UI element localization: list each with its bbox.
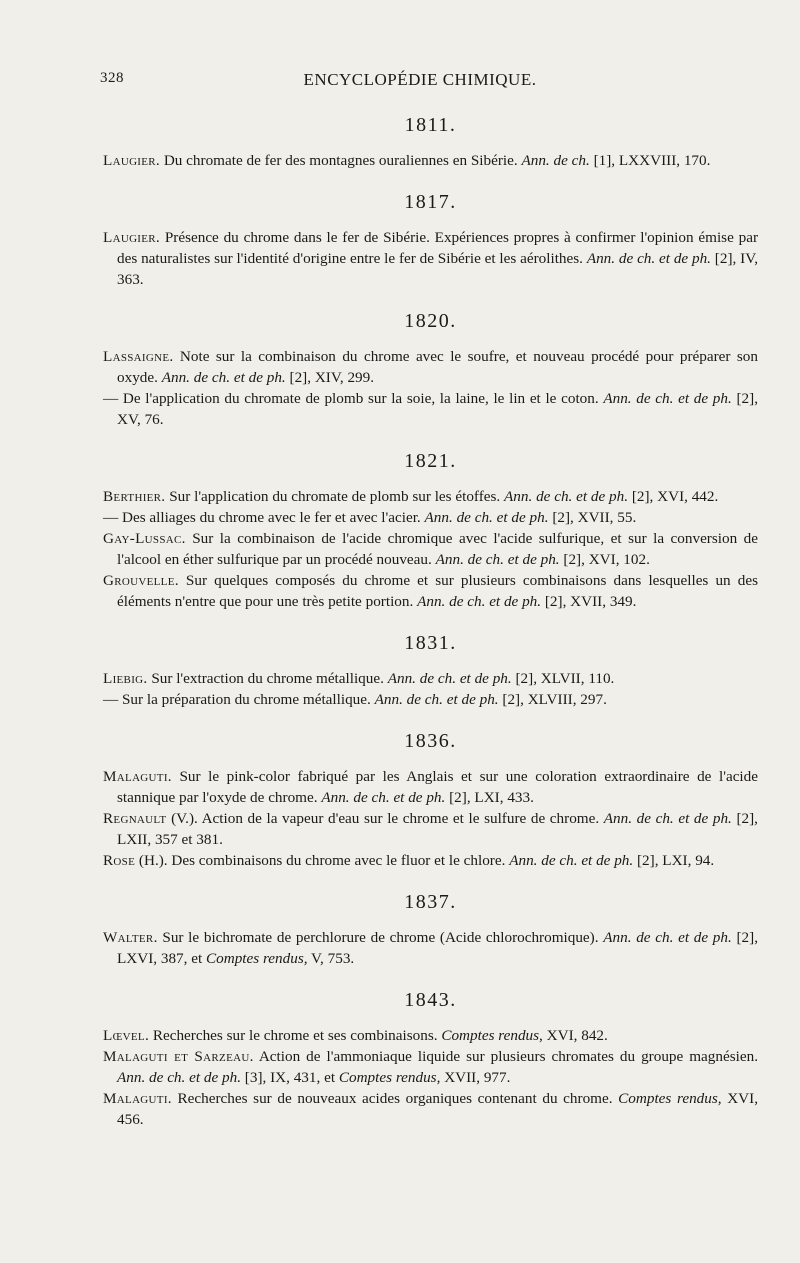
- entry-author: Regnault: [103, 810, 167, 827]
- entry-journal: Ann. de ch. et de ph.: [387, 670, 512, 687]
- year-heading: 1811.: [404, 114, 457, 136]
- bibliography: [103, 112, 758, 1148]
- entry-reference: [2], LXVI, 387, et: [117, 929, 758, 967]
- year-heading: 1843.: [404, 989, 457, 1011]
- bibliography-entry: [103, 528, 758, 570]
- page-number: 328: [100, 70, 124, 86]
- entry-journal: Comptes rendus,: [441, 1027, 543, 1044]
- page-header: [100, 70, 740, 94]
- bibliography-entry: [103, 346, 758, 388]
- entry-title: Recherches sur de nouveaux acides organiques contenant du chrome.: [171, 1090, 619, 1107]
- entry-title: — Des alliages du chrome avec le fer et avec l'acier.: [103, 509, 425, 526]
- entry-reference: XVI, 456.: [117, 1090, 759, 1128]
- entry-title: Sur quelques composés du chrome et sur plusieurs combinaisons dans lesquelles un des éléments n'entre que pour une très petite portion.: [117, 572, 758, 610]
- entry-author: Grouvelle.: [103, 572, 179, 589]
- running-title: ENCYCLOPÉDIE CHIMIQUE.: [303, 70, 537, 89]
- entry-reference: XVII, 977.: [440, 1069, 511, 1086]
- entry-title: Action de l'ammoniaque liquide sur plusieurs chromates du groupe magnésien.: [253, 1048, 758, 1065]
- year-heading: 1821.: [404, 450, 457, 472]
- entry-title: Sur le bichromate de perchlorure de chrome (Acide chlorochromique).: [157, 929, 604, 946]
- year-heading: 1831.: [404, 632, 457, 654]
- entry-journal: Ann. de ch. et de ph.: [417, 593, 542, 610]
- year-section: [103, 728, 758, 871]
- entry-author: Rose: [103, 852, 136, 869]
- entry-title: Recherches sur le chrome et ses combinaisons.: [149, 1027, 442, 1044]
- entry-author: Malaguti.: [103, 1090, 172, 1107]
- entry-journal: Ann. de ch. et de ph.: [603, 929, 732, 946]
- entry-title: Note sur la combinaison du chrome avec le soufre, et nouveau procédé pour préparer son oxyde.: [117, 348, 758, 386]
- entry-author: Laugier.: [103, 229, 161, 246]
- entry-reference: [2], XV, 76.: [117, 390, 758, 428]
- entry-title: — Sur la préparation du chrome métallique.: [103, 691, 375, 708]
- bibliography-entry: [103, 808, 758, 850]
- entry-journal: Ann. de ch. et de ph.: [603, 390, 732, 407]
- entry-title: Présence du chrome dans le fer de Sibérie. Expériences propres à confirmer l'opinion émise par des naturalistes sur l'identité d'origine entre le fer de Sibérie et les aérolithes.: [117, 229, 758, 267]
- year-heading: 1820.: [404, 310, 457, 332]
- entry-journal: Ann. de ch. et de ph.: [504, 488, 629, 505]
- year-section: [103, 448, 758, 612]
- bibliography-entry: [103, 1025, 758, 1046]
- entry-author: Laugier.: [103, 152, 161, 169]
- bibliography-entry: [103, 388, 758, 430]
- entry-reference: [2], LXI, 94.: [633, 852, 715, 869]
- entry-author: Malaguti.: [103, 768, 172, 785]
- bibliography-entry: [103, 850, 758, 871]
- year-section: [103, 889, 758, 969]
- entry-title: Sur l'application du chromate de plomb sur les étoffes.: [165, 488, 505, 505]
- entry-reference: XVI, 842.: [542, 1027, 608, 1044]
- entry-journal: Ann. de ch. et de ph.: [586, 250, 711, 267]
- entry-author: Berthier.: [103, 488, 166, 505]
- bibliography-entry: [103, 570, 758, 612]
- year-section: [103, 308, 758, 430]
- entry-journal: Ann. de ch. et de ph.: [435, 551, 560, 568]
- entry-author: Lœvel.: [103, 1027, 150, 1044]
- entry-reference: [2], XLVIII, 297.: [498, 691, 607, 708]
- year-heading: 1817.: [404, 191, 457, 213]
- entry-reference: [2], XVII, 55.: [548, 509, 637, 526]
- entry-reference: [2], LXI, 433.: [445, 789, 534, 806]
- bibliography-entry: [103, 927, 758, 969]
- bibliography-entry: [103, 1088, 758, 1130]
- entry-journal: Comptes rendus,: [338, 1069, 441, 1086]
- entry-journal: Ann. de ch. et de ph.: [509, 852, 634, 869]
- bibliography-entry: [103, 766, 758, 808]
- bibliography-entry: [103, 689, 758, 710]
- entry-author: Walter.: [103, 929, 158, 946]
- entry-title: Sur l'extraction du chrome métallique.: [147, 670, 388, 687]
- entry-author: Gay-Lussac.: [103, 530, 186, 547]
- entry-author: Liebig.: [103, 670, 148, 687]
- entry-reference: [2], XIV, 299.: [285, 369, 375, 386]
- entry-title: (H.). Des combinaisons du chrome avec le fluor et le chlore.: [135, 852, 510, 869]
- entry-journal: Comptes rendus,: [618, 1090, 722, 1107]
- year-section: [103, 987, 758, 1130]
- entry-reference: [2], XVII, 349.: [541, 593, 637, 610]
- entry-author: Lassaigne.: [103, 348, 174, 365]
- entry-journal: Ann. de ch. et de ph.: [603, 810, 732, 827]
- entry-title: — De l'application du chromate de plomb sur la soie, la laine, le lin et le coton.: [103, 390, 604, 407]
- bibliography-entry: [103, 668, 758, 689]
- entry-journal: Ann. de ch. et de ph.: [321, 789, 446, 806]
- bibliography-entry: [103, 486, 758, 507]
- entry-journal: Ann. de ch. et de ph.: [424, 509, 549, 526]
- entry-title: Du chromate de fer des montagnes ouraliennes en Sibérie.: [160, 152, 522, 169]
- year-heading: 1837.: [404, 891, 457, 913]
- entry-title: (V.). Action de la vapeur d'eau sur le chrome et le sulfure de chrome.: [166, 810, 604, 827]
- entry-journal: Ann. de ch. et de ph.: [117, 1069, 241, 1086]
- entry-journal: Ann. de ch. et de ph.: [161, 369, 286, 386]
- entry-journal: Ann. de ch.: [521, 152, 590, 169]
- bibliography-entry: [103, 150, 758, 171]
- entry-reference: [2], IV, 363.: [117, 250, 758, 288]
- entry-reference: [1], LXXVIII, 170.: [589, 152, 711, 169]
- entry-reference: [2], XVI, 442.: [628, 488, 719, 505]
- year-section: [103, 189, 758, 290]
- entry-journal: Comptes rendus,: [206, 950, 308, 967]
- entry-reference: [2], LXII, 357 et 381.: [117, 810, 758, 848]
- entry-journal: Ann. de ch. et de ph.: [374, 691, 499, 708]
- entry-author: Malaguti et Sarzeau.: [103, 1048, 254, 1065]
- entry-reference: [2], XLVII, 110.: [511, 670, 615, 687]
- entry-title: Sur la combinaison de l'acide chromique avec l'acide sulfurique, et sur la conversion de l'alcool en éther sulfurique par un procédé nouveau.: [117, 530, 758, 568]
- entry-reference: [2], XVI, 102.: [559, 551, 650, 568]
- bibliography-entry: [103, 1046, 758, 1088]
- bibliography-entry: [103, 507, 758, 528]
- bibliography-entry: [103, 227, 758, 290]
- year-section: [103, 630, 758, 710]
- year-heading: 1836.: [404, 730, 457, 752]
- entry-reference: V, 753.: [307, 950, 355, 967]
- entry-reference: [3], IX, 431, et: [241, 1069, 339, 1086]
- entry-title: Sur le pink-color fabriqué par les Anglais et sur une coloration extraordinaire de l'acide stannique par l'oxyde de chrome.: [117, 768, 758, 806]
- year-section: [103, 112, 758, 171]
